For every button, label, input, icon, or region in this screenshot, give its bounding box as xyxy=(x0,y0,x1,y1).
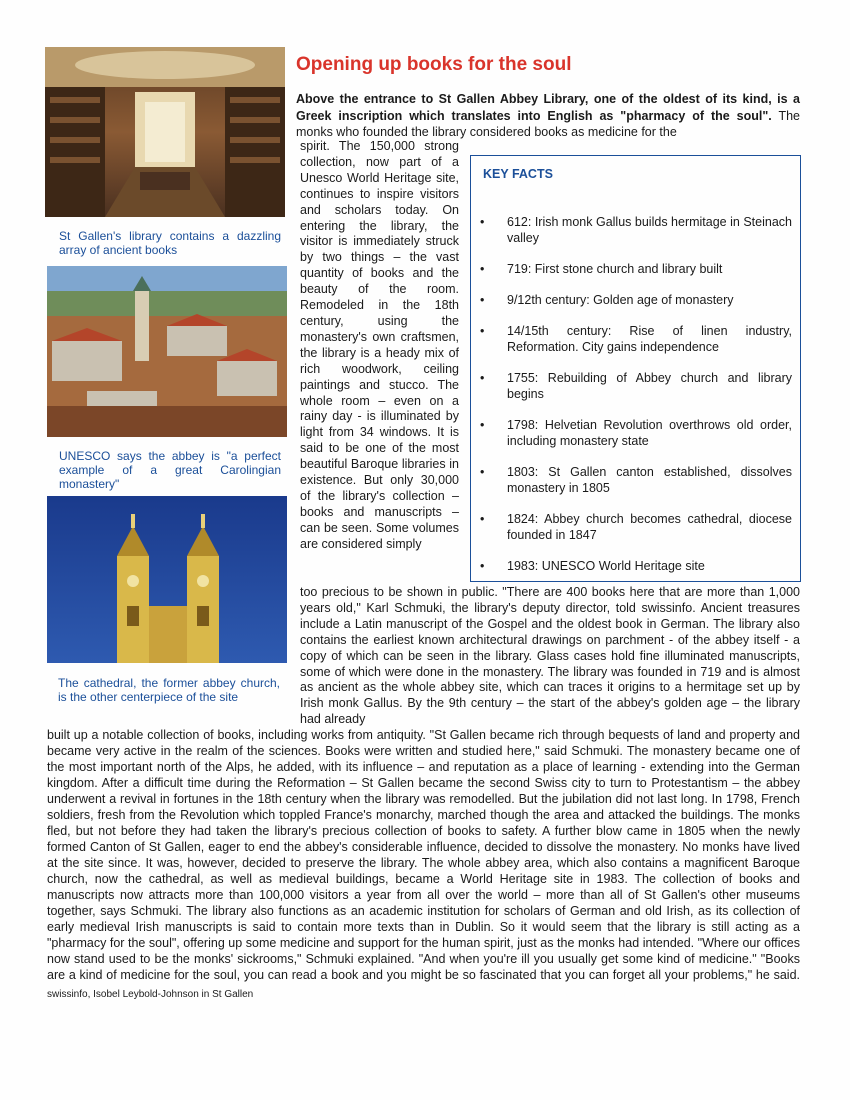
column-text: spirit. The 150,000 strong collection, now part of a Unesco World Heritage site, continues to inspire visitors and scholars today. On entering the library, the visitor is immediately struck by two things – the vast quantity of books and the beauty of the room. Remodeled in the 18th century, using the monastery's own craftsmen, the library is a heady mix of rich woodwork, ceiling paintings and stucco. The whole room – even on a rainy day - is illuminated by light from 34 windows. It is said to be one of the most beautiful Baroque libraries in existence. But only 30,000 of the library's collection – books and manuscripts – can be seen. Some volumes are considered simply xyxy=(300,139,459,551)
key-facts-title: KEY FACTS xyxy=(483,167,553,181)
key-fact-item: • 1755: Rebuilding of Abbey church and library begins xyxy=(507,370,792,402)
key-fact-item: • 1803: St Gallen canton established, dissolves monastery in 1805 xyxy=(507,464,792,496)
key-fact-item: • 1824: Abbey church becomes cathedral, diocese founded in 1847 xyxy=(507,511,792,543)
key-facts-box xyxy=(470,155,801,582)
key-fact-item: • 1983: UNESCO World Heritage site xyxy=(507,558,792,574)
key-facts-list xyxy=(507,214,792,589)
key-fact-item: • 612: Irish monk Gallus builds hermitage in Steinach valley xyxy=(507,214,792,246)
article-title: Opening up books for the soul xyxy=(296,54,572,75)
library-interior-photo xyxy=(45,47,285,217)
body-paragraph: built up a notable collection of books, including works from antiquity. "St Gallen became rich through bequests of land and property and became very active in the realm of the sciences. Books were written and studied here," said Schmuki. The monastery became one of the most important north of the Alps, he added, with its influence – and reputation as a place of learning - extending into the German kingdom. After a difficult time during the Reformation – St Gallen became the second Swiss city to turn to Protestantism – the abbey underwent a revival in fortunes in the 18th century when the library was remodelled. But the jubilation did not last long. In 1798, French soldiers, fresh from the Revolution which toppled France's monarchy, marched though the area and attacked the buildings. The monks fled, but not before they had taken the library's precious collection of books to safety. A further blow came in 1805 when the newly formed Canton of St Gallen, eager to end the abbey's considerable influence, decided to dissolve the monastery. No monks have lived at the site since. It was, however, decided to preserve the library. The whole abbey area, which also contains a magnificent Baroque church, now the cathedral, as well as medieval buildings, became a World Heritage site in 1983. The collection of books and manuscripts now attracts more than 100,000 visitors a year from all over the world – more than all of St Gallen's other museums together, says Schmuki. The library also functions as an academic institution for scholars of German and old Irish, as its collection of early medieval Irish manuscripts is said to contain more texts than in Dublin. So it would seem that the library is still acting as a "pharmacy for the soul", offering up some medicine and support for the human spirit, just as the monks had intended. "Where our offices now stand used to be the monks' sickrooms," Schmuki explained. "And when you're ill you usually get some kind of medicine." "Books are a kind of medicine for the soul, you can read a book and you might be so fascinated that you can forget all your problems," he said. xyxy=(47,728,800,982)
cathedral-night-photo xyxy=(47,496,287,663)
full-body-text xyxy=(47,727,800,1003)
library-photo-caption: St Gallen's library contains a dazzling array of ancient books xyxy=(59,229,281,257)
article-lede xyxy=(296,91,800,141)
key-fact-item: • 1798: Helvetian Revolution overthrows old order, including monastery state xyxy=(507,417,792,449)
city-photo-caption: UNESCO says the abbey is "a perfect example of a great Carolingian monastery" xyxy=(59,449,281,491)
cathedral-photo-caption: The cathedral, the former abbey church, is the other centerpiece of the site xyxy=(58,676,280,704)
lede-bold-text: Above the entrance to St Gallen Abbey Library, one of the oldest of its kind, is a Greek inscription which translates into English as "pharmacy of the soul". xyxy=(296,92,800,123)
middle-body-text: too precious to be shown in public. "There are 400 books here that are more than 1,000 years old," Karl Schmuki, the library's deputy director, told swissinfo. Ancient treasures include a Latin manuscript of the Gospel and the oldest book in German. The library also contains the earliest known architectural drawings on parchment - of the abbey itself - a copy of which can be seen in the library. Glass cases hold fine illuminated manuscripts, some of which were done in the monastery. The library was founded in 719 and is almost as ancient as the whole abbey site, which can traces it origins to a hermitage set up by Irish monk Gallus. By the 9th century – the start of the abbey's golden age – the library had already xyxy=(300,585,800,727)
city-aerial-photo xyxy=(47,266,287,437)
key-fact-item: • 719: First stone church and library built xyxy=(507,261,792,277)
key-fact-item: • 9/12th century: Golden age of monastery xyxy=(507,292,792,308)
key-fact-item: • 14/15th century: Rise of linen industry, Reformation. City gains independence xyxy=(507,323,792,355)
lede-text: The monks who founded the library considered books as medicine for the xyxy=(296,108,800,139)
article-byline: swissinfo, Isobel Leybold-Johnson in St Gallen xyxy=(47,989,254,1000)
